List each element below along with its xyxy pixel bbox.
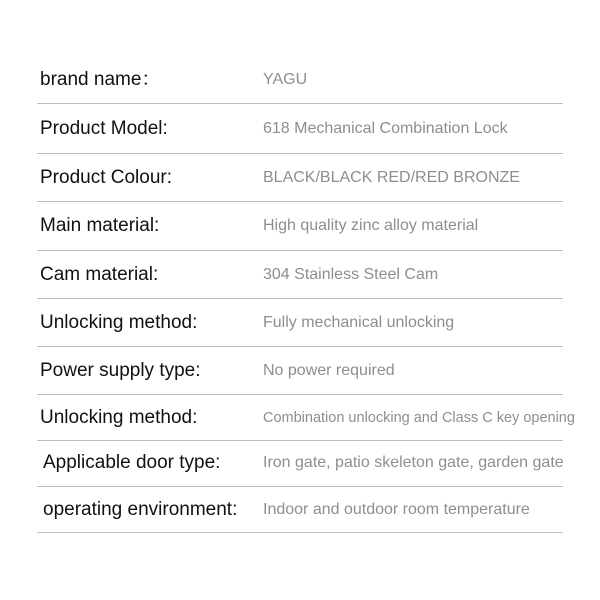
spec-label: Product Model: bbox=[40, 118, 168, 139]
spec-label: Cam material: bbox=[40, 264, 159, 285]
spec-row-applicable-door-type bbox=[0, 440, 600, 486]
spec-value: Fully mechanical unlocking bbox=[263, 314, 455, 331]
spec-row-power-supply-type bbox=[0, 348, 600, 394]
row-divider bbox=[37, 103, 563, 104]
spec-value: No power required bbox=[263, 362, 395, 379]
spec-label: Product Colour: bbox=[40, 167, 173, 188]
spec-label: Main material: bbox=[40, 215, 160, 236]
spec-row-product-model bbox=[0, 106, 600, 152]
spec-value: YAGU bbox=[263, 71, 308, 88]
spec-label: Unlocking method: bbox=[40, 407, 198, 428]
row-divider bbox=[37, 298, 563, 299]
spec-row-product-colour bbox=[0, 155, 600, 201]
row-divider bbox=[37, 346, 563, 347]
spec-value: 304 Stainless Steel Cam bbox=[263, 266, 439, 283]
spec-label: brand name： bbox=[40, 69, 161, 90]
row-divider bbox=[37, 250, 563, 251]
spec-row-main-material bbox=[0, 203, 600, 249]
spec-row-cam-material bbox=[0, 252, 600, 298]
spec-label: Applicable door type: bbox=[43, 452, 221, 473]
spec-row-brand-name bbox=[0, 57, 600, 103]
spec-value: Combination unlocking and Class C key opening bbox=[263, 410, 575, 426]
row-divider bbox=[37, 153, 563, 154]
spec-value: 618 Mechanical Combination Lock bbox=[263, 120, 508, 137]
row-divider bbox=[37, 532, 563, 533]
spec-value: High quality zinc alloy material bbox=[263, 217, 479, 234]
spec-value: BLACK/BLACK RED/RED BRONZE bbox=[263, 169, 520, 186]
spec-row-unlocking-method bbox=[0, 300, 600, 346]
spec-label: operating environment: bbox=[43, 499, 238, 520]
spec-row-operating-environment bbox=[0, 487, 600, 533]
spec-row-unlocking-method-2 bbox=[0, 395, 600, 441]
spec-value: Iron gate, patio skeleton gate, garden gate bbox=[263, 454, 564, 471]
spec-label: Power supply type: bbox=[40, 360, 201, 381]
spec-label: Unlocking method: bbox=[40, 312, 198, 333]
spec-value: Indoor and outdoor room temperature bbox=[263, 501, 530, 518]
row-divider bbox=[37, 201, 563, 202]
